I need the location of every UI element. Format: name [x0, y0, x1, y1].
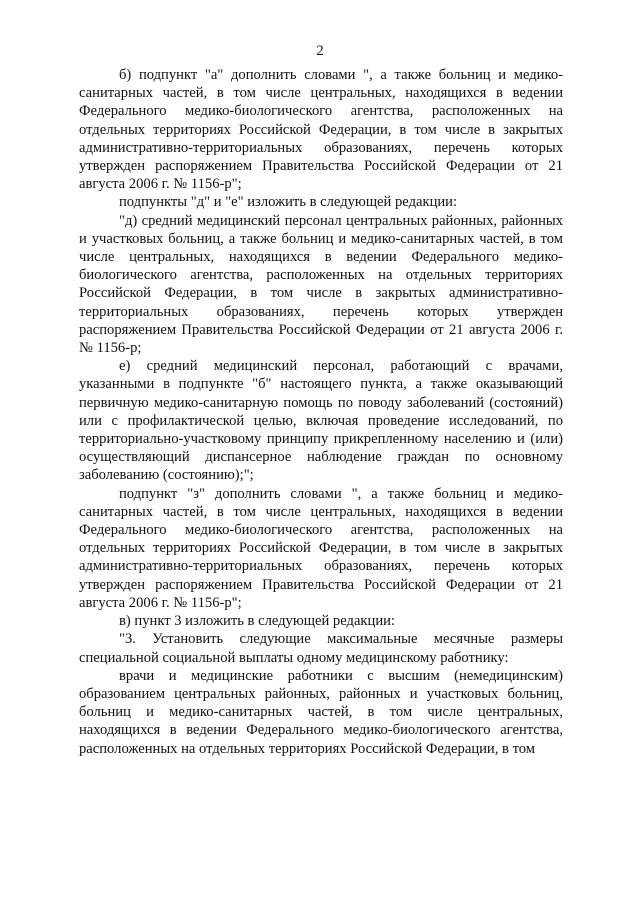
- page-number: 2: [316, 43, 324, 59]
- paragraph-subitem-d: "д) средний медицинский персонал центральных районных, районных и участковых больниц, а также больниц и медико-санитарных частей, в том числе центральных, находящихся в ведении Федерального медико-биологического агентства, расположенных на отдельных территориях Российской Федерации, в том числе в закрытых административно-территориальных образованиях, перечень которых утвержден распоряжением Правительства Российской Федерации от 21 августа 2006 г. № 1156-р;: [79, 212, 563, 357]
- document-body: [79, 66, 563, 758]
- paragraph-subitem-e: е) средний медицинский персонал, работающий с врачами, указанными в подпункте "б" настоящего пункта, а также оказывающий первичную медико-санитарную помощь по поводу заболеваний (состояний) или с профилактической целью, включая проведение исследований, по территориально-участковому принципу прикрепленному населению и (или) осуществляющий диспансерное наблюдение граждан по основному заболеванию (состоянию);";: [79, 358, 563, 484]
- paragraph-amendment-v: в) пункт 3 изложить в следующей редакции:: [119, 613, 395, 630]
- paragraph-subitem-z: подпункт "з" дополнить словами ", а также больниц и медико-санитарных частей, в том числе центральных, находящихся в ведении Федерального медико-биологического агентства, расположенных на отдельных территориях Российской Федерации, в том числе в закрытых административно-территориальных образованиях, перечень которых утвержден распоряжением Правительства Российской Федерации от 21 августа 2006 г. № 1156-р";: [79, 485, 563, 611]
- paragraph-doctors: врачи и медицинские работники с высшим (немедицинским) образованием центральных районных, районных и участковых больниц, больниц и медико-санитарных частей, в том числе центральных, находящихся в ведении Федерального медико-биологического агентства, расположенных на отдельных территориях Российской Федерации, в том: [79, 667, 563, 757]
- paragraph-amendment-b: б) подпункт "а" дополнить словами ", а также больниц и медико-санитарных частей, в том числе центральных, находящихся в ведении Федерального медико-биологического агентства, расположенных на отдельных территориях Российской Федерации, в том числе в закрытых административно-территориальных образованиях, перечень которых утвержден распоряжением Правительства Российской Федерации от 21 августа 2006 г. № 1156-р";: [79, 67, 563, 193]
- paragraph-item-3: "3. Установить следующие максимальные месячные размеры специальной социальной выплаты одному медицинскому работнику:: [79, 631, 563, 666]
- paragraph-subitems-d-e-intro: подпункты "д" и "е" изложить в следующей редакции:: [119, 194, 458, 211]
